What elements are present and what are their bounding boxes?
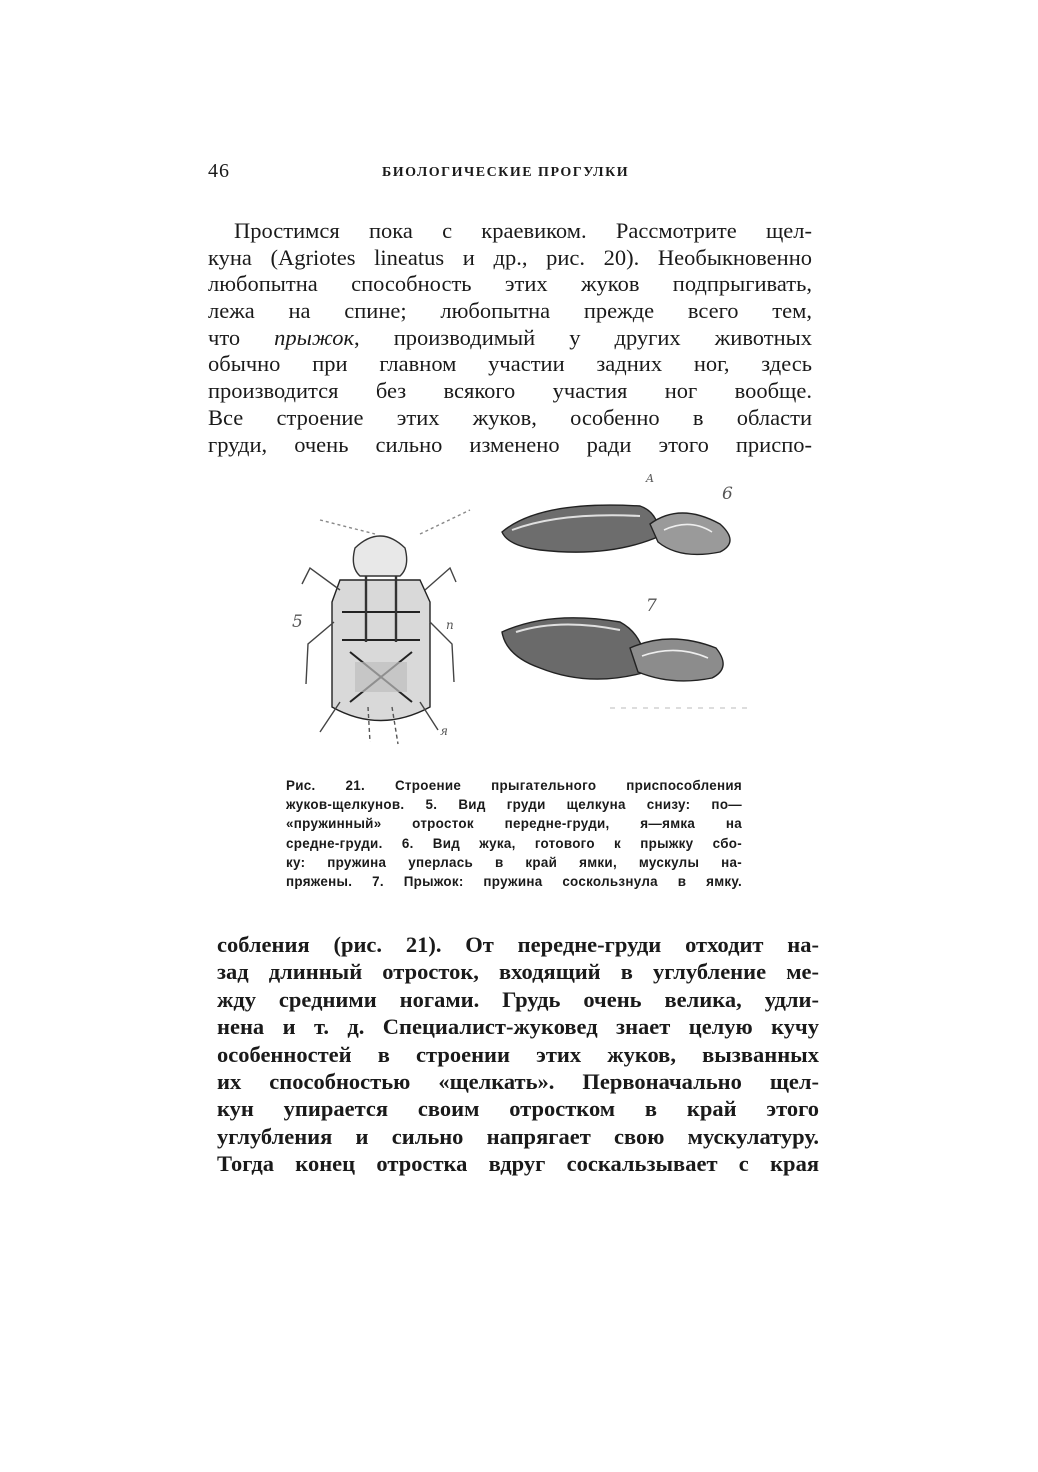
running-head: БИОЛОГИЧЕСКИЕ ПРОГУЛКИ xyxy=(382,165,630,180)
text-line: жду средними ногами. Грудь очень велика, удли- xyxy=(217,986,819,1012)
paragraph-2 xyxy=(217,931,819,1178)
text-line: груди, очень сильно изменено ради этого приспо- xyxy=(208,431,812,457)
beetle-underside-drawing xyxy=(302,510,470,744)
figure-21 xyxy=(280,472,750,762)
text-line: Простимся пока с краевиком. Рассмотрите щел- xyxy=(234,218,812,243)
figure-label-6: 6 xyxy=(722,484,733,504)
page-number: 46 xyxy=(208,160,230,182)
figure-mark-pm: п xyxy=(446,618,454,632)
italic-term: прыжок xyxy=(274,324,355,350)
text-line: углубления и сильно напрягает свою мускулатуру. xyxy=(217,1123,819,1149)
caption-line: ку: пружина уперлась в край ямки, мускулы на- xyxy=(286,854,742,870)
caption-line: пряжены. 7. Прыжок: пружина соскользнула в ямку. xyxy=(286,873,742,889)
beetle-side-jump-drawing xyxy=(502,618,750,708)
figure-mark-ya: я xyxy=(440,724,448,738)
beetle-illustration xyxy=(280,472,750,762)
text-line-with-italic xyxy=(208,325,812,352)
figure-label-7: 7 xyxy=(646,596,657,616)
text-line: Все строение этих жуков, особенно в области xyxy=(208,404,812,430)
text-line: обычно при главном участии задних ног, здесь xyxy=(208,351,812,377)
caption-line: «пружинный» отросток передне-груди, я—ямка на xyxy=(286,816,742,832)
text-line: любопытна способность этих жуков подпрыгивать, xyxy=(208,271,812,297)
figure-mark-a: A xyxy=(646,472,654,485)
text-line: производится без всякого участия ног вообще. xyxy=(208,378,812,404)
text-line: Тогда конец отростка вдруг соскальзывает с края xyxy=(217,1151,819,1177)
beetle-side-tense-drawing xyxy=(502,505,730,554)
text-segment: , производимый у других животных xyxy=(354,324,812,350)
caption-line: Рис. 21. Строение прыгательного приспособления xyxy=(286,778,742,793)
text-line: куна (Agriotes lineatus и др., рис. 20). Необыкновенно xyxy=(208,244,812,270)
paragraph-1 xyxy=(208,218,812,458)
text-segment: что xyxy=(208,324,275,350)
caption-line: средне-груди. 6. Вид жука, готового к прыжку сбо- xyxy=(286,835,742,851)
text-line: нена и т. д. Специалист-жуковед знает целую кучу xyxy=(217,1014,819,1040)
caption-line: жуков-щелкунов. 5. Вид груди щелкуна снизу: по— xyxy=(286,797,742,813)
text-line: кун упирается своим отростком в край этого xyxy=(217,1096,819,1122)
text-line: их способностью «щелкать». Первоначально щел- xyxy=(217,1068,819,1094)
text-line: зад длинный отросток, входящий в углубление ме- xyxy=(217,959,819,985)
text-line: лежа на спине; любопытна прежде всего тем, xyxy=(208,298,812,324)
figure-label-5: 5 xyxy=(292,612,303,632)
figure-caption xyxy=(286,776,742,891)
text-line: собления (рис. 21). От передне-груди отходит на- xyxy=(217,932,819,957)
text-line: особенностей в строении этих жуков, вызванных xyxy=(217,1041,819,1067)
